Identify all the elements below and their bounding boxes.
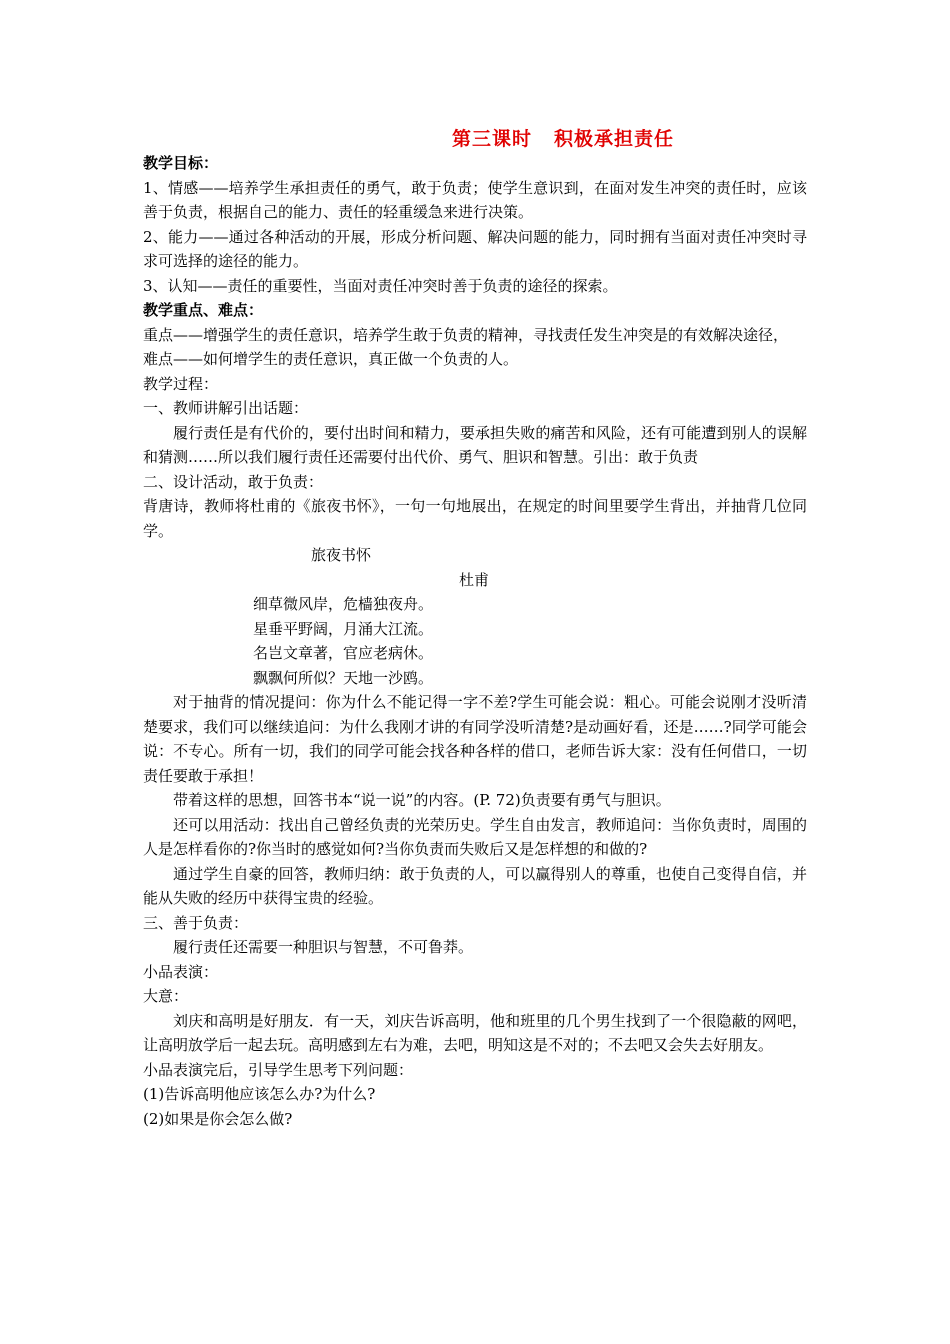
key-points-heading: 教学重点、难点： (143, 301, 264, 319)
page-title (452, 124, 674, 151)
section-1-paragraph: 履行责任是有代价的，要付出时间和精力，要承担失败的痛苦和风险，还有可能遭到别人的误解和猜测……所以我们履行责任还需要付出代价、勇气、胆识和智慧。引出：敢于负责 (143, 423, 807, 466)
section-3-heading: 三、善于负责： (143, 913, 249, 932)
skit-heading: 小品表演： (143, 962, 219, 981)
skit-summary: 刘庆和高明是好朋友．有一天，刘庆告诉高明，他和班里的几个男生找到了一个很隐蔽的网吧，让高明放学后一起去玩。高明感到左右为难，去吧，明知这是不对的；不去吧又会失去好朋友。 (143, 1011, 807, 1054)
objective-item-2: 2、能力——通过各种活动的开展，形成分析问题、解决问题的能力，同时拥有当面对责任冲突时寻求可选择的途径的能力。 (143, 227, 807, 270)
poem-author: 杜甫 (459, 570, 490, 589)
section-2-heading: 二、设计活动，敢于负责： (143, 472, 324, 491)
objective-item-1: 1、情感——培养学生承担责任的勇气，敢于负责；使学生意识到，在面对发生冲突的责任时，应该善于负责，根据自己的能力、责任的轻重缓急来进行决策。 (143, 178, 807, 221)
question-1: (1)告诉高明他应该怎么办?为什么? (143, 1085, 376, 1103)
poem-line: 细草微风岸，危樯独夜舟。 (253, 595, 434, 613)
question-2: (2)如果是你会怎么做? (143, 1109, 293, 1128)
key-point-focus: 重点——增强学生的责任意识，培养学生敢于负责的精神，寻找责任发生冲突是的有效解决途径， (143, 325, 789, 344)
poem-line: 飘飘何所似？天地一沙鸥。 (253, 668, 434, 687)
section-3-paragraph: 履行责任还需要一种胆识与智慧，不可鲁莽。 (173, 938, 474, 956)
title-lesson-name: 积极承担责任 (554, 128, 675, 150)
title-lesson-number: 第三课时 (452, 128, 533, 150)
process-heading: 教学过程： (143, 374, 219, 393)
discussion-guide: 小品表演完后，引导学生思考下列问题： (143, 1060, 414, 1079)
section-1-heading: 一、教师讲解引出话题： (143, 399, 309, 417)
objectives-heading: 教学目标： (143, 154, 219, 172)
document-body (143, 151, 807, 1131)
poem-title: 旅夜书怀 (311, 546, 372, 564)
objective-item-3: 3、认知——责任的重要性，当面对责任冲突时善于负责的途径的探索。 (143, 276, 618, 295)
poem-line: 名岂文章著，官应老病休。 (253, 644, 434, 662)
section-2-paragraph-3: 还可以用活动：找出自己曾经负责的光荣历史。学生自由发言，教师追问：当你负责时，周围的人是怎样看你的?你当时的感觉如何?当你负责而失败后又是怎样想的和做的? (143, 815, 807, 858)
section-2-intro: 背唐诗，教师将杜甫的《旅夜书怀》，一句一句地展出，在规定的时间里要学生背出，并抽背几位同学。 (143, 497, 807, 540)
key-point-difficulty: 难点——如何增学生的责任意识，真正做一个负责的人。 (143, 350, 519, 368)
poem-line: 星垂平野阔，月涌大江流。 (253, 619, 434, 638)
summary-heading: 大意： (143, 987, 189, 1005)
section-2-paragraph-2: 带着这样的思想，回答书本“说一说”的内容。(P. 72)负责要有勇气与胆识。 (173, 791, 671, 809)
section-2-paragraph-1: 对于抽背的情况提问：你为什么不能记得一字不差?学生可能会说：粗心。可能会说刚才没听清楚要求，我们可以继续追问：为什么我刚才讲的有同学没听清楚?是动画好看，还是……?同学可能会说：不专心。所有一切，我们的同学可能会找各种各样的借口，老师告诉大家：没有任何借口，一切责任要敢于承担！ (143, 693, 807, 785)
section-2-paragraph-4: 通过学生自豪的回答，教师归纳：敢于负责的人，可以赢得别人的尊重，也使自己变得自信，并能从失败的经历中获得宝贵的经验。 (143, 864, 807, 907)
